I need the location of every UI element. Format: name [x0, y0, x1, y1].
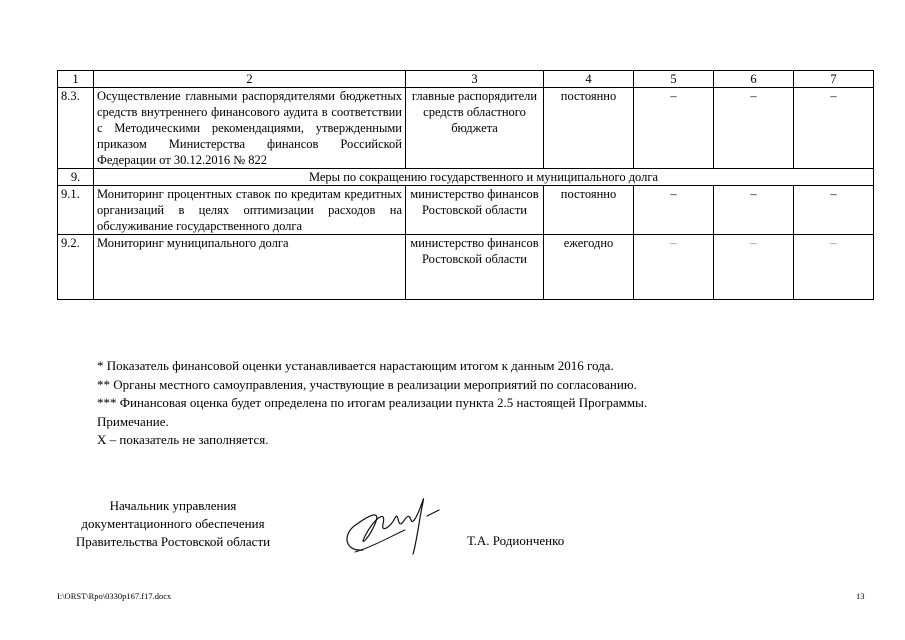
term-cell: постоянно — [544, 186, 634, 235]
value-cell: – — [794, 235, 874, 300]
note-text: Х – показатель не заполняется. — [97, 432, 269, 447]
header-cell: 4 — [544, 71, 634, 88]
header-cell: 6 — [714, 71, 794, 88]
measure-description: Мониторинг процентных ставок по кредитам кредитных организаций в целях оптимизации расходов на обслуживание государственного долга — [94, 186, 406, 235]
signatory-position — [57, 497, 289, 551]
signatory-name: Т.А. Родионченко — [467, 533, 565, 548]
executor-cell: министерство финансов Ростовской области — [406, 186, 544, 235]
section-title: Меры по сокращению государственного и муниципального долга — [94, 169, 874, 186]
executor-cell: министерство финансов Ростовской области — [406, 235, 544, 300]
executor-cell: главные распорядители средств областного бюджета — [406, 88, 544, 169]
value-cell: – — [714, 186, 794, 235]
footnote: * Показатель финансовой оценки устанавливается нарастающим итогом к данным 2016 года. — [97, 358, 614, 373]
header-cell: 1 — [58, 71, 94, 88]
note-heading: Примечание. — [97, 413, 169, 429]
value-cell: – — [794, 88, 874, 169]
value-cell: – — [634, 88, 714, 169]
handwritten-signature — [335, 490, 445, 562]
position-line: Начальник управления — [109, 498, 237, 513]
header-cell: 3 — [406, 71, 544, 88]
position-line: Правительства Ростовской области — [75, 534, 271, 549]
value-cell: – — [714, 88, 794, 169]
term-cell: постоянно — [544, 88, 634, 169]
section-number: 9. — [58, 169, 94, 186]
header-cell: 7 — [794, 71, 874, 88]
header-cell: 5 — [634, 71, 714, 88]
value-cell: – — [794, 186, 874, 235]
value-cell: – — [714, 235, 794, 300]
value-cell: – — [634, 186, 714, 235]
section-row — [58, 169, 874, 186]
file-path: I:\ORST\Rpo\0330p167.f17.docx — [57, 591, 172, 601]
measure-description: Мониторинг муниципального долга — [94, 235, 406, 300]
position-line: документационного обеспечения — [81, 516, 265, 531]
term-cell: ежегодно — [544, 235, 634, 300]
measure-description: Осуществление главными распорядителями бюджетных средств внутреннего финансового аудита в соответствии с Методическими рекомендациями, утвержденными приказом Министерства финансов Российской Федерации от 30.12.2016 № 822 — [94, 88, 406, 169]
table-row — [58, 88, 874, 169]
footnote: ** Органы местного самоуправления, участвующие в реализации мероприятий по согласованию. — [97, 376, 637, 392]
footnote: *** Финансовая оценка будет определена по итогам реализации пункта 2.5 настоящей Программы. — [97, 395, 648, 410]
table-row — [58, 186, 874, 235]
table-header-row — [58, 71, 874, 88]
row-number: 8.3. — [58, 88, 94, 169]
measures-table — [57, 70, 874, 300]
header-cell: 2 — [94, 71, 406, 88]
table-row — [58, 235, 874, 300]
value-cell: – — [634, 235, 714, 300]
footnotes — [97, 357, 647, 450]
page-number: 13 — [856, 591, 865, 601]
row-number: 9.2. — [58, 235, 94, 300]
row-number: 9.1. — [58, 186, 94, 235]
